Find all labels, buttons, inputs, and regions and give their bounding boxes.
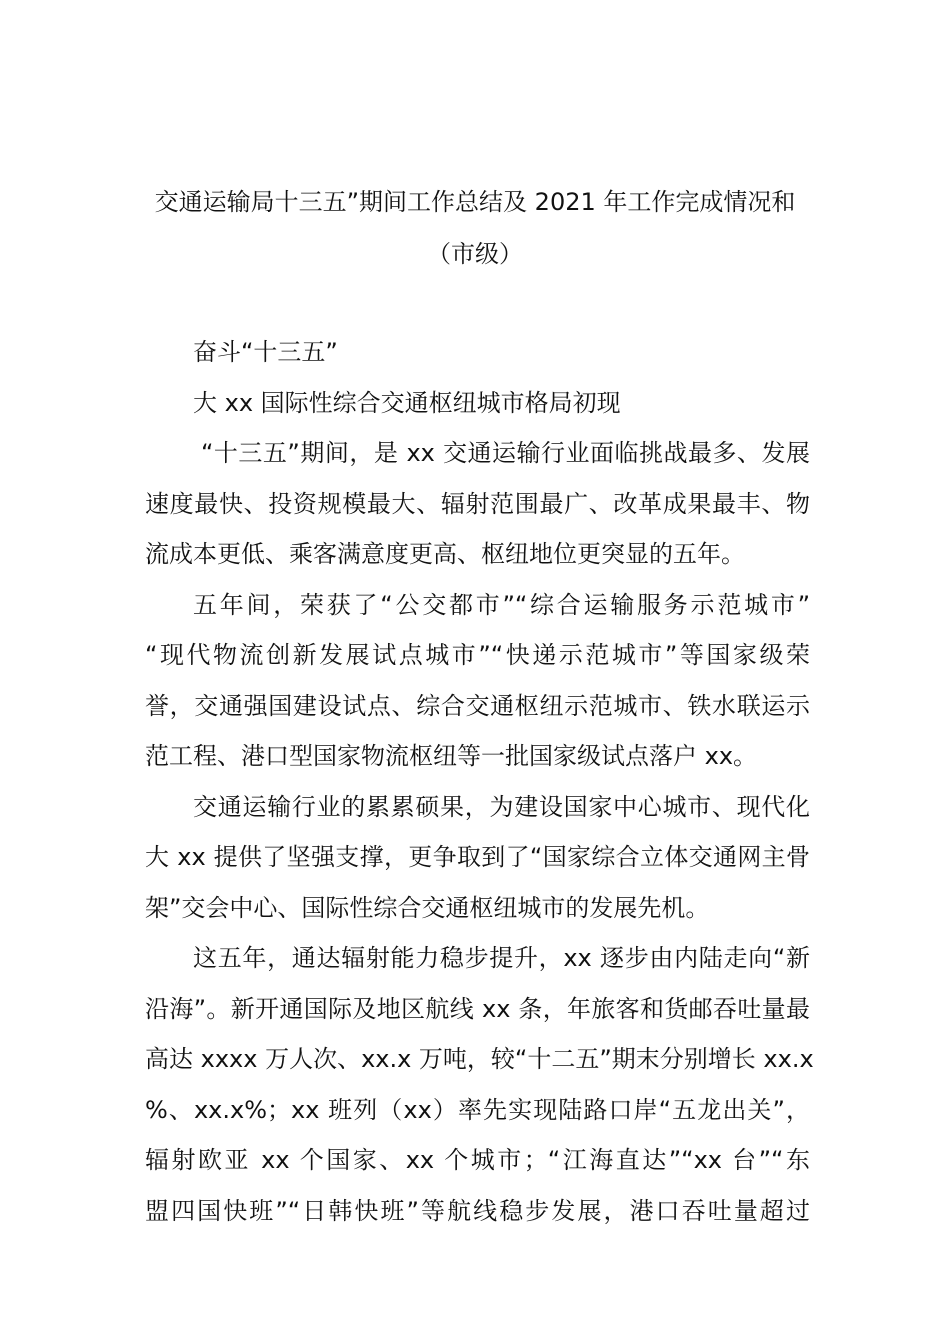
paragraph-line: “十三五”期间，是 xx 交通运输行业面临挑战最多、发展 <box>201 439 810 467</box>
paragraph-line: 沿海”。新开通国际及地区航线 xx 条，年旅客和货邮吞吐量最 <box>145 994 810 1023</box>
paragraph-line: 这五年，通达辐射能力稳步提升，xx 逐步由内陆走向“新 <box>193 944 810 972</box>
section-subheading: 大 xx 国际性综合交通枢纽城市格局初现 <box>193 388 621 417</box>
paragraph-line: 盟四国快班”“日韩快班”等航线稳步发展，港口吞吐量超过 <box>145 1196 810 1225</box>
paragraph-line: 五年间，荣获了“公交都市”“综合运输服务示范城市” <box>193 590 810 619</box>
paragraph-line: 辐射欧亚 xx 个国家、xx 个城市；“江海直达”“xx 台”“东 <box>145 1146 810 1174</box>
paragraph-line: 架”交会中心、国际性综合交通枢纽城市的发展先机。 <box>145 893 710 922</box>
paragraph-line: 誉，交通强国建设试点、综合交通枢纽示范城市、铁水联运示 <box>145 691 810 720</box>
paragraph-line: %、xx.x%；xx 班列（xx）率先实现陆路口岸“五龙出关”， <box>145 1095 810 1124</box>
paragraph-line: “现代物流创新发展试点城市”“快递示范城市”等国家级荣 <box>145 641 810 669</box>
paragraph-line: 范工程、港口型国家物流枢纽等一批国家级试点落户 xx。 <box>145 742 758 770</box>
section-heading: 奋斗“十三五” <box>193 338 338 366</box>
document-title-line-1: 交通运输局十三五”期间工作总结及 2021 年工作完成情况和 <box>154 188 796 216</box>
paragraph-line: 高达 xxxx 万人次、xx.x 万吨，较“十二五”期末分别增长 xx.x <box>145 1045 814 1073</box>
paragraph-line: 交通运输行业的累累硕果，为建设国家中心城市、现代化 <box>193 792 810 821</box>
paragraph-line: 速度最快、投资规模最大、辐射范围最广、改革成果最丰、物 <box>145 489 810 518</box>
document-body <box>145 332 814 1241</box>
paragraph-line: 大 xx 提供了坚强支撑，更争取到了“国家综合立体交通网主骨 <box>145 843 810 871</box>
paragraph-line: 流成本更低、乘客满意度更高、枢纽地位更突显的五年。 <box>145 540 745 568</box>
document-title-line-2: （市级） <box>427 240 523 268</box>
